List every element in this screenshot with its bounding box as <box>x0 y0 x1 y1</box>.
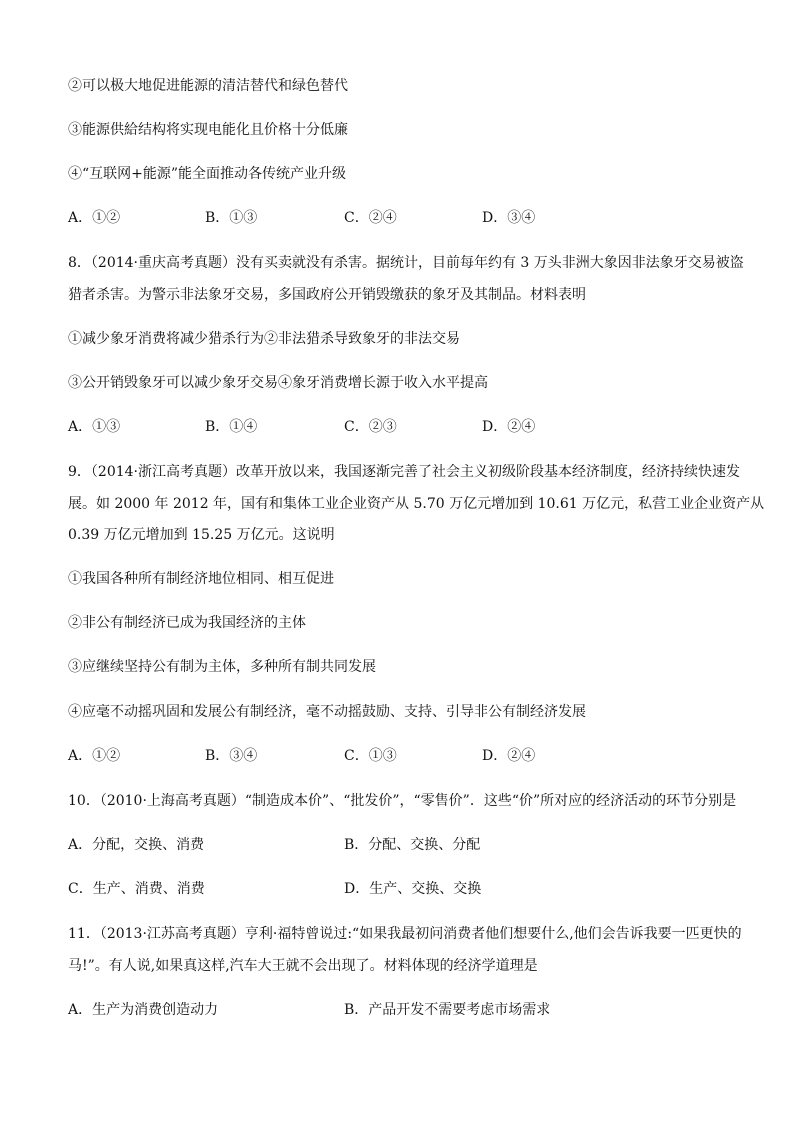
q9-option-c: C．①③ <box>344 748 397 764</box>
q8-stem-line-2: 猎者杀害。为警示非法象牙交易，多国政府公开销毁缴获的象牙及其制品。材料表明 <box>68 287 586 303</box>
q9-stem-line-3: 0.39 万亿元增加到 15.25 万亿元。这说明 <box>68 527 335 543</box>
q7-option-d: D．③④ <box>482 210 536 226</box>
q8-option-b: B．①④ <box>205 419 258 435</box>
q9-stem-line-1: 9．（2014·浙江高考真题）改革开放以来，我国逐渐完善了社会主义初级阶段基本经济制度，经济持续快速发 <box>68 464 740 480</box>
q8-option-c: C．②③ <box>344 419 397 435</box>
q10-option-c: C．生产、消费、消费 <box>68 881 205 897</box>
q9-stem-line-2: 展。如 2000 年 2012 年，国有和集体工业企业资产从 5.70 万亿元增加到 10.61 万亿元，私营工业企业资产从 <box>68 496 765 512</box>
q11-stem-line-2: 马!”。有人说,如果真这样,汽车大王就不会出现了。材料体现的经济学道理是 <box>68 958 538 974</box>
q9-option-b: B．③④ <box>205 748 258 764</box>
q9-options <box>68 748 728 764</box>
q7-option-c: C．②④ <box>344 210 397 226</box>
q8-option-d: D．②④ <box>482 419 536 435</box>
q11-option-a: A．生产为消费创造动力 <box>68 1002 219 1018</box>
q8-statements-3-4: ③公开销毁象牙可以减少象牙交易④象牙消费增长源于收入水平提高 <box>68 375 488 391</box>
q10-option-a: A．分配，交换、消费 <box>68 837 205 853</box>
q8-statements-1-2: ①减少象牙消费将减少猎杀行为②非法猎杀导致象牙的非法交易 <box>68 331 460 347</box>
q10-options-row-2 <box>68 881 728 897</box>
q9-statement-2: ②非公有制经济已成为我国经济的主体 <box>68 615 306 631</box>
q7-option-b: B．①③ <box>205 210 258 226</box>
q8-options <box>68 419 728 435</box>
q7-options <box>68 210 728 226</box>
q7-option-a: A．①② <box>68 210 121 226</box>
q8-stem-line-1: 8．（2014·重庆高考真题）没有买卖就没有杀害。据统计，目前每年约有 3 万头非洲大象因非法象牙交易被盗 <box>68 255 744 271</box>
q11-options-row-1 <box>68 1002 728 1018</box>
q10-options-row-1 <box>68 837 728 853</box>
q7-statement-3: ③能源供給结构将实现电能化且价格十分低廉 <box>68 122 348 138</box>
q8-option-a: A．①③ <box>68 419 121 435</box>
q9-option-a: A．①② <box>68 748 121 764</box>
q9-statement-4: ④应毫不动摇巩固和发展公有制经济，毫不动摇鼓励、支持、引导非公有制经济发展 <box>68 704 586 720</box>
q10-option-d: D．生产、交换、交换 <box>344 881 482 897</box>
q9-statement-3: ③应继续坚持公有制为主体，多种所有制共同发展 <box>68 659 376 675</box>
q7-statement-2: ②可以极大地促进能源的清洁替代和绿色替代 <box>68 78 348 94</box>
q11-stem-line-1: 11．（2013·江苏高考真题）亨利·福特曾说过:“如果我最初问消费者他们想要什么,他们会告诉我要一匹更快的 <box>68 926 742 942</box>
q10-option-b: B．分配、交换、分配 <box>344 837 481 853</box>
q9-option-d: D．②④ <box>482 748 536 764</box>
q10-stem-line-1: 10．（2010·上海高考真题）“制造成本价”、“批发价”，“零售价”．这些“价”所对应的经济活动的环节分别是 <box>68 793 737 809</box>
q7-statement-4: ④“互联网+能源”能全面推动各传统产业升级 <box>68 166 347 182</box>
q9-statement-1: ①我国各种所有制经济地位相同、相互促进 <box>68 571 334 587</box>
q11-option-b: B．产品开发不需要考虑市场需求 <box>344 1002 551 1018</box>
